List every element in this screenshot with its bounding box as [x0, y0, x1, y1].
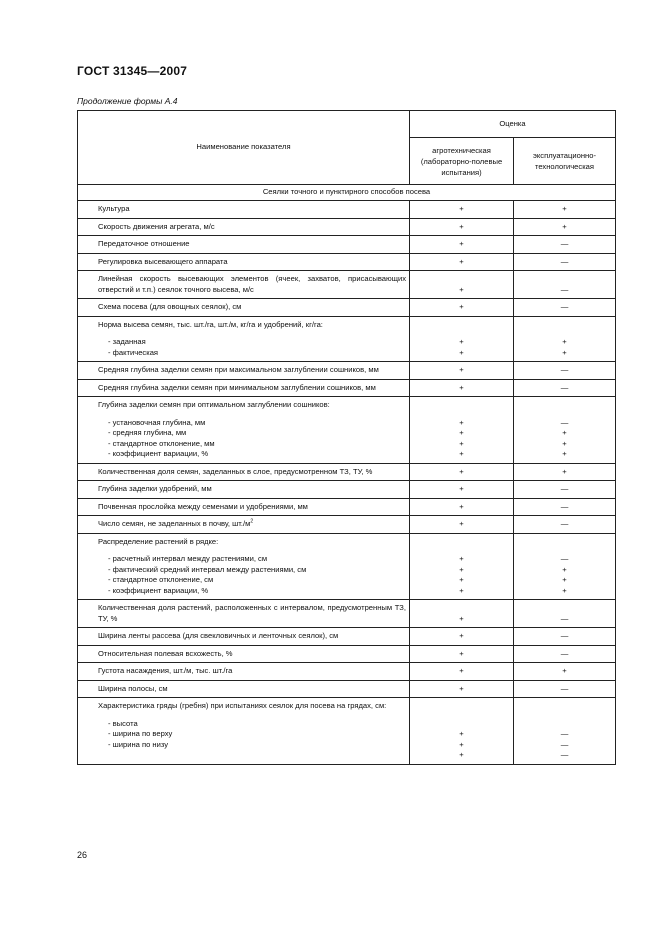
table-row: [78, 299, 616, 317]
exploitation-mark: +: [562, 428, 567, 437]
sub-indicator-name: - средняя глубина, мм: [108, 428, 187, 437]
agrotechnical-mark: +: [459, 428, 464, 437]
agrotechnical-mark: +: [459, 750, 464, 759]
exploitation-mark: —: [560, 739, 569, 749]
indicator-name-cell: [78, 516, 410, 534]
table-row: [78, 645, 616, 663]
agrotechnical-mark: +: [459, 666, 464, 675]
agrotechnical-mark: +: [459, 575, 464, 584]
sub-indicator-name: - коэффициент вариации, %: [108, 585, 209, 595]
exploitation-mark: +: [562, 438, 567, 448]
agrotechnical-mark-cell: [410, 201, 514, 219]
indicator-name: Ширина полосы, см: [98, 683, 168, 693]
sub-indicator-name: - ширина по низу: [108, 739, 169, 749]
sub-indicator-name: - фактическая: [108, 347, 159, 357]
indicator-name-cell: [78, 379, 410, 397]
sub-indicator-name: - фактический средний интервал между растениями, см: [108, 564, 307, 574]
agrotechnical-mark-cell: [410, 516, 514, 534]
agrotechnical-mark-cell: [410, 600, 514, 628]
agrotechnical-mark: +: [459, 484, 464, 493]
indicator-name: Схема посева (для овощных сеялок), см: [98, 302, 242, 311]
agrotechnical-mark-cell: [410, 379, 514, 397]
agrotechnical-mark: +: [459, 466, 464, 476]
agrotechnical-mark: +: [459, 438, 464, 448]
exploitation-mark: +: [562, 585, 567, 595]
section-title: Сеялки точного и пунктирного способов посева: [78, 185, 616, 201]
exploitation-mark-cell: [514, 663, 616, 681]
exploitation-mark: —: [560, 519, 569, 528]
indicator-name-cell: [78, 201, 410, 219]
indicator-name-cell: [78, 463, 410, 481]
exploitation-mark-cell: [514, 481, 616, 499]
agrotechnical-mark: +: [459, 613, 464, 623]
exploitation-mark: —: [560, 729, 569, 738]
table-row: [78, 271, 616, 299]
indicator-name: Ширина ленты рассева (для свекловичных и ленточных сеялок), см: [98, 631, 339, 640]
indicator-name: Линейная скорость высевающих элементов (ячеек, захватов, присасывающих отверстий и т.п.) сеялок точного высева, м/с: [98, 274, 406, 294]
indicator-name: Число семян, не заделанных в почву, $шт./м^2$: [98, 518, 254, 528]
exploitation-mark-cell: [514, 516, 616, 534]
form-continuation-caption: Продолжение формы А.4: [77, 96, 178, 106]
table-row: [78, 533, 616, 600]
agrotechnical-mark: +: [459, 204, 464, 213]
exploitation-mark-cell: [514, 236, 616, 254]
exploitation-mark: +: [562, 449, 567, 458]
table-row: [78, 498, 616, 516]
agrotechnical-mark-cell: [410, 362, 514, 380]
agrotechnical-mark: +: [459, 382, 464, 392]
agrotechnical-mark-cell: [410, 316, 514, 362]
agrotechnical-mark-cell: [410, 628, 514, 646]
indicator-name-cell: [78, 316, 410, 362]
exploitation-mark-cell: [514, 463, 616, 481]
agrotechnical-mark: +: [459, 501, 464, 511]
exploitation-mark: +: [562, 337, 567, 346]
exploitation-mark: —: [560, 554, 569, 563]
agrotechnical-mark: +: [459, 631, 464, 640]
exploitation-mark-cell: [514, 271, 616, 299]
indicator-name-cell: [78, 253, 410, 271]
agrotechnical-mark: +: [459, 739, 464, 749]
indicator-name-cell: [78, 698, 410, 765]
section-row: [78, 185, 616, 201]
agrotechnical-mark: +: [459, 256, 464, 266]
agrotechnical-mark-cell: [410, 271, 514, 299]
indicator-name: Передаточное отношение: [98, 239, 190, 248]
table-row: [78, 698, 616, 765]
table-row: [78, 253, 616, 271]
exploitation-mark-cell: [514, 600, 616, 628]
indicator-name: Средняя глубина заделки семян при максимальном заглублении сошников, мм: [98, 365, 379, 374]
column-header-name: Наименование показателя: [78, 111, 410, 185]
table-row: [78, 201, 616, 219]
indicator-name: Относительная полевая всхожесть, %: [98, 648, 233, 658]
agrotechnical-mark: +: [459, 417, 464, 427]
exploitation-mark-cell: [514, 397, 616, 464]
exploitation-mark-cell: [514, 316, 616, 362]
sub-indicator-name: - стандартное отклонение, см: [108, 575, 214, 584]
exploitation-mark: —: [560, 484, 569, 493]
exploitation-mark: —: [560, 239, 569, 248]
exploitation-mark: —: [560, 631, 569, 640]
exploitation-mark: —: [560, 256, 569, 266]
indicator-name-cell: [78, 533, 410, 600]
indicator-name-cell: [78, 236, 410, 254]
table-row: [78, 600, 616, 628]
table-row: [78, 481, 616, 499]
indicator-name: Густота насаждения, шт./м, тыс. шт./га: [98, 666, 233, 675]
exploitation-mark: +: [562, 575, 567, 584]
exploitation-mark: —: [560, 683, 569, 693]
agrotechnical-mark-cell: [410, 463, 514, 481]
page-number: 26: [77, 850, 88, 860]
exploitation-mark: —: [560, 501, 569, 511]
exploitation-mark: +: [562, 221, 567, 231]
indicator-name: Культура: [98, 204, 130, 213]
agrotechnical-mark-cell: [410, 253, 514, 271]
indicator-name: Средняя глубина заделки семян при минимальном заглублении сошников, мм: [98, 382, 376, 392]
table-row: [78, 236, 616, 254]
sub-indicator-name: - расчетный интервал между растениями, см: [108, 554, 268, 563]
agrotechnical-mark: +: [459, 648, 464, 658]
table-row: [78, 397, 616, 464]
exploitation-mark-cell: [514, 498, 616, 516]
exploitation-mark-cell: [514, 299, 616, 317]
agrotechnical-mark-cell: [410, 236, 514, 254]
agrotechnical-mark: +: [459, 519, 464, 528]
table-row: [78, 379, 616, 397]
exploitation-mark: +: [562, 564, 567, 574]
indicator-name: Глубина заделки семян при оптимальном заглублении сошников:: [98, 400, 330, 409]
exploitation-mark: —: [560, 648, 569, 658]
exploitation-mark-cell: [514, 201, 616, 219]
exploitation-mark-cell: [514, 379, 616, 397]
agrotechnical-mark: +: [459, 221, 464, 231]
sub-indicator-name: - стандартное отклонение, мм: [108, 438, 215, 448]
indicator-name-cell: [78, 628, 410, 646]
agrotechnical-mark-cell: [410, 481, 514, 499]
agrotechnical-mark: +: [459, 239, 464, 248]
exploitation-mark: +: [562, 204, 567, 213]
sub-indicator-name: - высота: [108, 718, 138, 728]
indicator-name-cell: [78, 680, 410, 698]
agrotechnical-mark: +: [459, 365, 464, 374]
document-code: ГОСТ 31345—2007: [77, 64, 188, 78]
column-header-agrotechnical: агротехническая (лабораторно-полевые испытания): [410, 138, 514, 185]
exploitation-mark: —: [560, 365, 569, 374]
exploitation-mark-cell: [514, 253, 616, 271]
exploitation-mark-cell: [514, 628, 616, 646]
indicator-name: Регулировка высевающего аппарата: [98, 256, 228, 266]
agrotechnical-mark-cell: [410, 397, 514, 464]
exploitation-mark: +: [562, 347, 567, 357]
table-row: [78, 628, 616, 646]
exploitation-mark: —: [560, 382, 569, 392]
agrotechnical-mark-cell: [410, 533, 514, 600]
indicator-name-cell: [78, 498, 410, 516]
table-row: [78, 218, 616, 236]
agrotechnical-mark-cell: [410, 299, 514, 317]
indicator-name-cell: [78, 218, 410, 236]
table-row: [78, 362, 616, 380]
agrotechnical-mark-cell: [410, 663, 514, 681]
indicator-name: Почвенная прослойка между семенами и удобрениями, мм: [98, 501, 308, 511]
indicator-name: Количественная доля семян, заделанных в слое, предусмотренном ТЗ, ТУ, %: [98, 466, 373, 476]
exploitation-mark: +: [562, 466, 567, 476]
indicator-name-cell: [78, 600, 410, 628]
table-row: [78, 516, 616, 534]
agrotechnical-mark: +: [459, 564, 464, 574]
agrotechnical-mark-cell: [410, 680, 514, 698]
table-row: [78, 680, 616, 698]
sub-indicator-name: - установочная глубина, мм: [108, 417, 206, 427]
sub-indicator-name: - коэффициент вариации, %: [108, 449, 209, 458]
sub-indicator-name: - ширина по верху: [108, 729, 173, 738]
exploitation-mark-cell: [514, 533, 616, 600]
indicator-name-cell: [78, 663, 410, 681]
agrotechnical-mark: +: [459, 554, 464, 563]
sub-indicator-name: - заданная: [108, 337, 146, 346]
exploitation-mark-cell: [514, 645, 616, 663]
indicator-name: Характеристика гряды (гребня) при испытаниях сеялок для посева на грядах, см:: [98, 701, 387, 710]
indicator-name: Скорость движения агрегата, м/с: [98, 221, 215, 231]
exploitation-mark: —: [560, 417, 569, 427]
indicator-name: Количественная доля растений, расположенных с интервалом, предусмотренным ТЗ, ТУ, %: [98, 603, 406, 623]
exploitation-mark-cell: [514, 362, 616, 380]
exploitation-mark-cell: [514, 218, 616, 236]
exploitation-mark: —: [560, 613, 569, 623]
agrotechnical-mark: +: [459, 449, 464, 458]
exploitation-mark-cell: [514, 680, 616, 698]
table-row: [78, 463, 616, 481]
exploitation-mark-cell: [514, 698, 616, 765]
agrotechnical-mark-cell: [410, 698, 514, 765]
agrotechnical-mark-cell: [410, 498, 514, 516]
indicator-name-cell: [78, 299, 410, 317]
agrotechnical-mark: +: [459, 585, 464, 595]
exploitation-mark: —: [560, 302, 569, 311]
agrotechnical-mark: +: [459, 284, 464, 294]
exploitation-mark: +: [562, 666, 567, 675]
exploitation-mark: —: [560, 284, 569, 294]
agrotechnical-mark: +: [459, 729, 464, 738]
agrotechnical-mark: +: [459, 302, 464, 311]
agrotechnical-mark: +: [459, 337, 464, 346]
indicator-name-cell: [78, 397, 410, 464]
agrotechnical-mark: +: [459, 347, 464, 357]
indicator-name-cell: [78, 645, 410, 663]
column-header-exploitation: эксплуатационно-технологическая: [514, 138, 616, 185]
indicator-name-cell: [78, 362, 410, 380]
indicator-name: Распределение растений в рядке:: [98, 536, 219, 546]
indicator-name-cell: [78, 481, 410, 499]
indicators-table: [77, 110, 616, 765]
agrotechnical-mark-cell: [410, 645, 514, 663]
agrotechnical-mark-cell: [410, 218, 514, 236]
agrotechnical-mark: +: [459, 683, 464, 693]
exploitation-mark: —: [560, 750, 569, 759]
indicator-name: Глубина заделки удобрений, мм: [98, 484, 212, 493]
table-row: [78, 663, 616, 681]
column-header-assessment: Оценка: [410, 111, 616, 138]
table-row: [78, 316, 616, 362]
indicator-name: Норма высева семян, тыс. шт./га, шт./м, кг/га и удобрений, кг/га:: [98, 319, 323, 329]
unit-superscript: 2: [250, 518, 254, 525]
indicator-name-cell: [78, 271, 410, 299]
